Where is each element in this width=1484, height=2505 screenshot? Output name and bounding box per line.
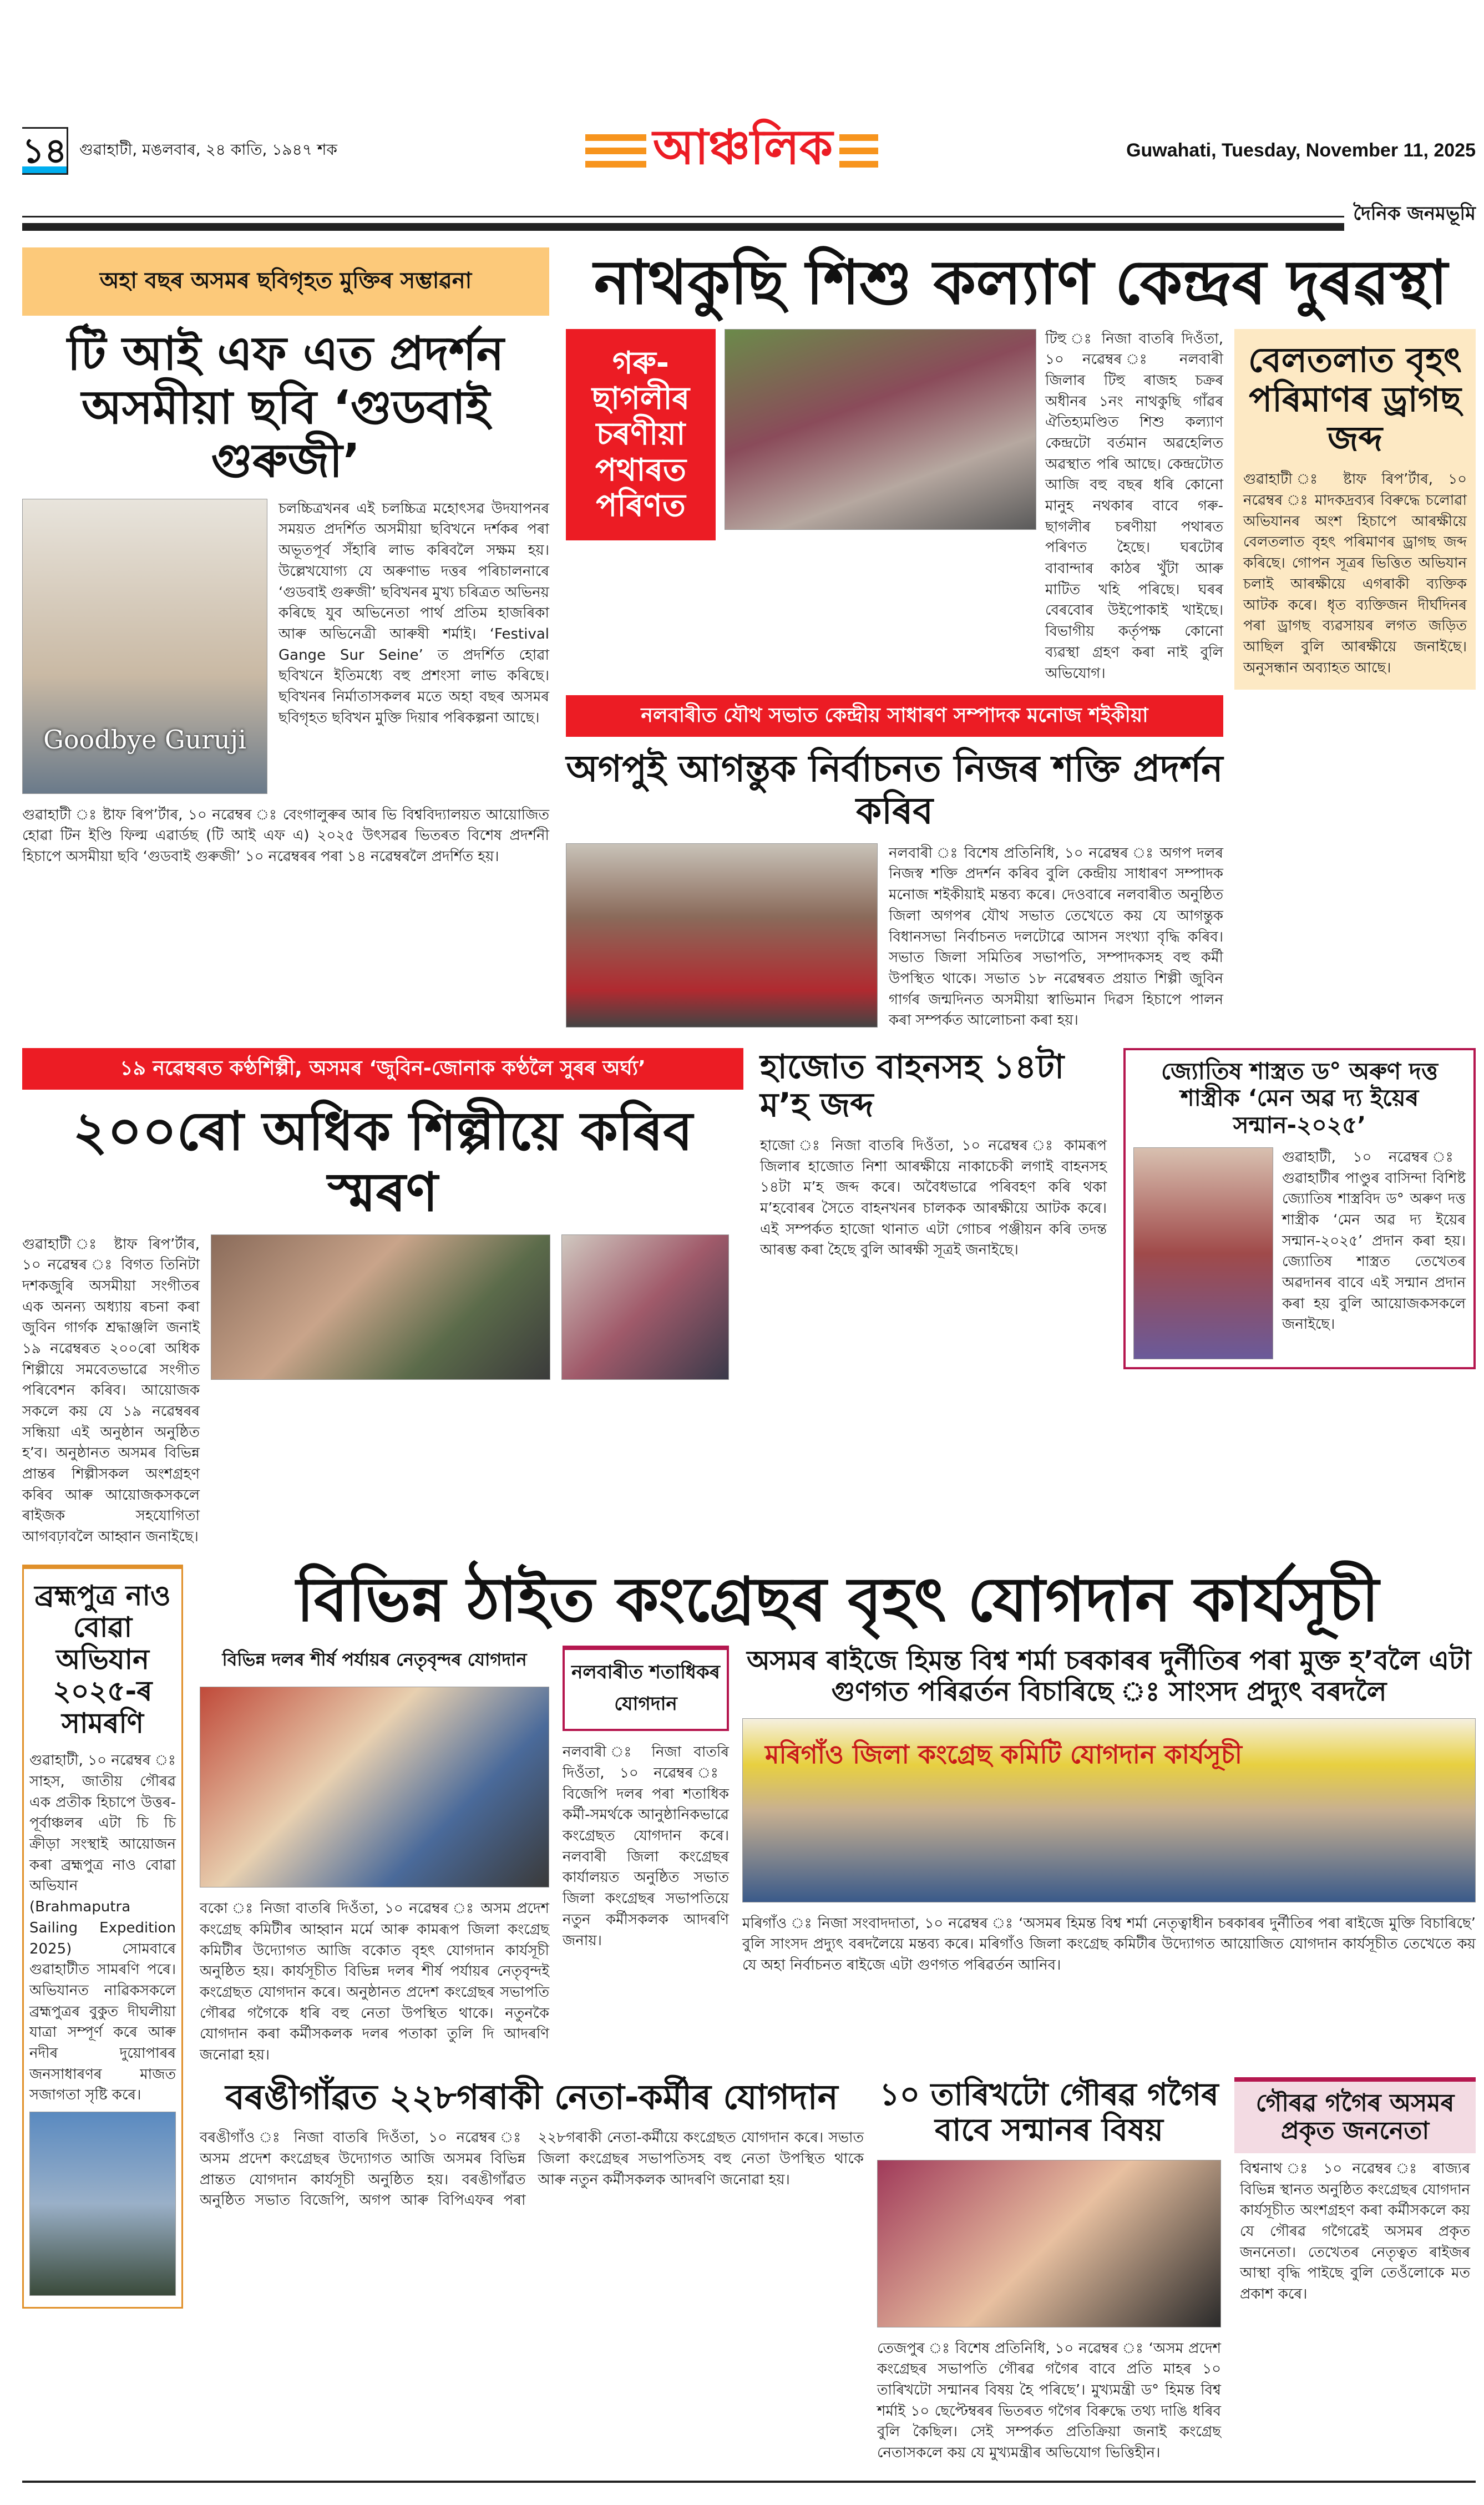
pradyut-headline: অসমৰ ৰাইজে হিমন্ত বিশ্ব শৰ্মা চৰকাৰৰ দুৰ্নীতিৰ পৰা মুক্ত হ’বলৈ এটা গুণগত পৰিৱৰ্তন বিচাৰিছে ঃ সাংসদ প্ৰদ্যুৎ বৰদলৈ — [746, 1645, 1472, 1707]
logo-text: আঞ্চলিক — [652, 120, 833, 175]
gogoi-box-headline: গৌৰৱ গগৈৰ অসমৰ প্ৰকৃত জননেতা — [1234, 2082, 1476, 2153]
nalbari-body: নলবাৰী ঃ নিজা বাতৰি দিওঁতা, ১০ নৱেম্বৰ ঃ বিজেপি দলৰ পৰা শতাধিক কৰ্মী-সমৰ্থকে আনুষ্ঠানিকভাৱে কংগ্ৰেছত যোগদান কৰে। নলবাৰী জিলা কংগ্ৰেছৰ কাৰ্যালয়ত অনুষ্ঠিত সভাত জিলা কংগ্ৰেছৰ সভাপতিয়ে নতুন কৰ্মীসকলক আদৰণি জনায়। — [563, 1744, 729, 1949]
gogoi-honour-body: তেজপুৰ ঃ বিশেষ প্ৰতিনিধি, ১০ নৱেম্বৰ ঃ ‘অসম প্ৰদেশ কংগ্ৰেছৰ সভাপতি গৌৰৱ গগৈৰ বাবে প্ৰতি মাহৰ ১০ তাৰিখটো সন্মানৰ বিষয় হৈ পৰিছে’। মুখ্যমন্ত্ৰী ড° হিমন্ত বিশ্ব শৰ্মাই ১০ ছেপ্টেম্বৰৰ ভিতৰত গগৈৰ বিৰুদ্ধে তথ্য দাঙি ধৰিব বুলি কৈছিল। সেই সম্পৰ্কত প্ৰতিক্ৰিয়া জনাই কংগ্ৰেছ নেতাসকলে কয় যে মুখ্যমন্ত্ৰীৰ অভিযোগ ভিত্তিহীন। — [877, 2340, 1221, 2462]
gogoi-honour-photo — [877, 2160, 1221, 2327]
tif-content — [22, 499, 549, 794]
tif-headline: টি আই এফ এত প্ৰদৰ্শন অসমীয়া ছবি ‘গুডবাই গুৰুজী’ — [67, 326, 504, 488]
beltola-headline: বেলতলাত বৃহৎ পৰিমাণৰ ড্ৰাগছ জব্দ — [1248, 339, 1462, 459]
agp-content — [566, 843, 1223, 1031]
beltola-box — [1234, 329, 1476, 690]
logo-stripes-left — [585, 148, 646, 154]
astrology-body: গুৱাহাটী, ১০ নৱেম্বৰ ঃ গুৱাহাটীৰ পাণ্ডুৰ বাসিন্দা বিশিষ্ট জ্যোতিষ শাস্ত্ৰবিদ ড° অৰুণ দত্ত শাস্ত্ৰীক ‘মেন অৱ দ্য ইয়েৰ সন্মান-২০২৫’ প্ৰদান কৰা হয়। জ্যোতিষ শাস্ত্ৰত তেখেতৰ অৱদানৰ বাবে এই সন্মান প্ৰদান কৰা হয় বুলি আয়োজকসকলে জনাইছে। — [1282, 1148, 1466, 1333]
agp-banner: নলবাৰীত যৌথ সভাত কেন্দ্ৰীয় সাধাৰণ সম্পাদক মনোজ শইকীয়া — [566, 695, 1223, 737]
agp-meeting-photo — [566, 843, 878, 1028]
bako-article — [200, 1646, 549, 2066]
date-assamese: গুৱাহাটী, মঙলবাৰ, ২৪ কাতি, ১৯৪৭ শক — [79, 140, 338, 159]
congress-headline: বিভিন্ন ঠাইত কংগ্ৰেছৰ বৃহৎ যোগদান কাৰ্যসূচী — [296, 1563, 1379, 1635]
pradyut-body: মৰিগাঁও ঃ নিজা সংবাদদাতা, ১০ নৱেম্বৰ ঃ ‘অসমৰ হিমন্ত বিশ্ব শৰ্মা নেতৃত্বাধীন চৰকাৰৰ দুৰ্নীতিৰ পৰা ৰাইজে মুক্তি বিচাৰিছে’ বুলি সাংসদ প্ৰদ্যুৎ বৰদলৈয়ে মন্তব্য কৰে। মৰিগাঁও জিলা কংগ্ৰেছ কমিটীৰ উদ্যোগত আয়োজিত যোগদান কাৰ্যসূচীত তেখেতে কয় যে অহা নিৰ্বাচনত ৰাইজে এটা গুণগত পৰিৱৰ্তন আনিব। — [742, 1915, 1476, 1974]
zubeen-banner: ১৯ নৱেম্বৰত কণ্ঠশিল্পী, অসমৰ ‘জুবিন-জোনাক কণ্ঠলৈ সুৰৰ অৰ্ঘ্য’ — [22, 1048, 743, 1090]
zubeen-headline: ২০০ৰো অধিক শিল্পীয়ে কৰিব স্মৰণ — [73, 1100, 693, 1224]
gogoi-honour-headline: ১০ তাৰিখটো গৌৰৱ গগৈৰ বাবে সন্মানৰ বিষয় — [879, 2076, 1219, 2149]
astrology-box — [1123, 1048, 1476, 1369]
astrology-headline: জ্যোতিষ শাস্ত্ৰত ড° অৰুণ দত্ত শাস্ত্ৰীক ‘মেন অৱ দ্য ইয়েৰ সন্মান-২০২৫’ — [1161, 1057, 1438, 1138]
gogoi-honour-article — [877, 2077, 1221, 2464]
hajo-headline: হাজোত বাহনসহ ১৪টা ম’হ জব্দ — [760, 1047, 1065, 1125]
barangigaon-headline: বৰঙীগাঁৱত ২২৮গৰাকী নেতা-কৰ্মীৰ যোগদান — [225, 2076, 838, 2117]
pradyut-article — [742, 1646, 1476, 1976]
nathkuchi-agp-column — [566, 329, 1223, 1031]
footer-rule — [22, 2481, 1476, 2483]
tif-dateline-body: গুৱাহাটী ঃ ষ্টাফ ৰিপ’ৰ্টাৰ, ১০ নৱেম্বৰ ঃ বেংগালুৰুৰ আৰ ভি বিশ্ববিদ্যালয়ত আয়োজিত হোৱা টিন ইণ্ডি ফিল্ম এৱাৰ্ডছ (টি আই এফ এ) ২০২৫ উৎসৱৰ ভিতৰত বিশেষ প্ৰদৰ্শনী হিচাপে অসমীয়া ছবি ‘গুডবাই গুৰুজী’ ১০ নৱেম্বৰৰ পৰা ১৪ নৱেম্বৰলৈ প্ৰদৰ্শিত হয়। — [22, 806, 549, 866]
nalbari-article — [563, 1646, 729, 1951]
astrology-content — [1133, 1147, 1466, 1359]
header-left — [22, 127, 337, 175]
nathkuchi-column — [566, 247, 1476, 1031]
date-english: Guwahati, Tuesday, November 11, 2025 — [1126, 140, 1476, 161]
nathkuchi-body: টিহু ঃ নিজা বাতৰি দিওঁতা, ১০ নৱেম্বৰ ঃ নলবাৰী জিলাৰ টিহু ৰাজহ চক্ৰৰ অধীনৰ ১নং নাথকুছি গাঁৱৰ ঐতিহ্যমণ্ডিত শিশু কল্যাণ কেন্দ্ৰটো বৰ্তমান অৱহেলিত অৱস্থাত পৰি আছে। কেন্দ্ৰটোত আজি বহু বছৰ ধৰি কোনো মানুহ নথকাৰ বাবে গৰু-ছাগলীৰ চৰণীয়া পথাৰত পৰিণত হৈছে। ঘৰটোৰ বাবান্দাৰ কাঠৰ খুঁটা আৰু মাটিত খহি পৰিছে। ঘৰৰ বেৰবোৰ উইপোকাই খাইছে। বিভাগীয় কৰ্তৃপক্ষ কোনো ব্যৱস্থা গ্ৰহণ কৰা নাই বুলি অভিযোগ। — [1045, 330, 1223, 682]
header-rule-thin — [22, 216, 1344, 217]
nalbari-box: নলবাৰীত শতাধিকৰ যোগদান — [563, 1646, 729, 1731]
zubeen-event-photo-2 — [561, 1234, 729, 1380]
nathkuchi-sidebar: গৰু-ছাগলীৰ চৰণীয়া পথাৰত পৰিণত — [566, 329, 716, 541]
congress-body: বকো ঃ নিজা বাতৰি দিওঁতা, ১০ নৱেম্বৰ ঃ অসম প্ৰদেশ কংগ্ৰেছ কমিটীৰ আহ্বান মৰ্মে আৰু কামৰূপ জিলা কংগ্ৰেছ কমিটীৰ উদ্যোগত আজি বকোত বৃহৎ যোগদান কাৰ্যসূচী অনুষ্ঠিত হয়। কাৰ্যসূচীত বিভিন্ন দলৰ শীৰ্ষ পৰ্যায়ৰ নেতৃবৃন্দই কংগ্ৰেছত যোগদান কৰে। অনুষ্ঠানত প্ৰদেশ কংগ্ৰেছৰ সভাপতি গৌৰৱ গগৈকে ধৰি বহু নেতা উপস্থিত থাকে। নতুনকৈ যোগদান কৰা কৰ্মীসকলক দলৰ পতাকা তুলি দি আদৰণি জনোৱা হয়। — [200, 1900, 549, 2064]
gogoi-box-body: বিশ্বনাথ ঃ ১০ নৱেম্বৰ ঃ ৰাজ্যৰ বিভিন্ন স্থানত অনুষ্ঠিত কংগ্ৰেছৰ যোগদান কাৰ্যসূচীত অংশগ্ৰহণ কৰা কৰ্মীসকলে কয় যে গৌৰৱ গগৈৱেই অসমৰ প্ৰকৃত জননেতা। তেখেতৰ নেতৃত্বত ৰাইজৰ আস্থা বৃদ্ধি পাইছে বুলি তেওঁলোকে মত প্ৰকাশ কৰে। — [1240, 2160, 1470, 2303]
gogoi-box — [1234, 2077, 1476, 2311]
row-top — [22, 247, 1476, 1031]
beltola-body: গুৱাহাটী ঃ ষ্টাফ ৰিপ’ৰ্টাৰ, ১০ নৱেম্বৰ ঃ মাদকদ্ৰব্যৰ বিৰুদ্ধে চলোৱা অভিযানৰ অংশ হিচাপে আৰক্ষীয়ে বেলতলাত বৃহৎ পৰিমাণৰ ড্ৰাগছ জব্দ কৰিছে। গোপন সূত্ৰৰ ভিত্তিত অভিযান চলাই আৰক্ষীয়ে এগৰাকী ব্যক্তিক আটক কৰে। ধৃত ব্যক্তিজন দীৰ্ঘদিনৰ পৰা ড্ৰাগছ ব্যৱসায়ৰ লগত জড়িত আছিল বুলি আৰক্ষীয়ে জনাইছে। অনুসন্ধান অব্যাহত আছে। — [1243, 471, 1467, 676]
section-logo — [585, 111, 878, 190]
logo-stripes-right — [839, 148, 878, 154]
header-rule-thick — [22, 223, 1344, 231]
masthead: দৈনিক জনমভূমি — [1353, 203, 1476, 225]
agp-body: নলবাৰী ঃ বিশেষ প্ৰতিনিধি, ১০ নৱেম্বৰ ঃ অগপ দলৰ নিজস্ব শক্তি প্ৰদৰ্শন কৰিব বুলি কেন্দ্ৰীয় সাধাৰণ সম্পাদক মনোজ শইকীয়াই মন্তব্য কৰে। দেওবাৰে নলবাৰীত অনুষ্ঠিত জিলা অগপৰ যৌথ সভাত তেখেতে কয় যে আগন্তুক বিধানসভা নিৰ্বাচনত দলটোৱে আসন সংখ্যা বৃদ্ধি কৰিব। সভাত জিলা সমিতিৰ সভাপতি, সম্পাদকসহ বহু কৰ্মী উপস্থিত থাকে। সভাত ১৮ নৱেম্বৰত প্ৰয়াত শিল্পী জুবিন গাৰ্গৰ জন্মদিনত অসমীয়া স্বাভিমান দিৱস হিচাপে পালন কৰা সম্পৰ্কত আলোচনা কৰা হয়। — [889, 844, 1223, 1029]
poster-title: Goodbye Guruji — [43, 724, 246, 755]
nathkuchi-headline: নাথকুছি শিশু কল্যাণ কেন্দ্ৰৰ দুৰৱস্থা — [594, 247, 1448, 318]
nathkuchi-article — [566, 329, 1223, 685]
header-rules — [22, 199, 1476, 231]
tif-body: চলচ্চিত্ৰখনৰ এই চলচ্চিত্ৰ মহোৎসৱ উদযাপনৰ সময়ত প্ৰদৰ্শিত অসমীয়া ছবিখনে দৰ্শকৰ পৰা অভূতপূৰ্ব সঁহাৰি লাভ কৰিবলৈ সক্ষম হয়। উল্লেখযোগ্য যে অৰুণাভ দত্তৰ পৰিচালনাৰে ‘গুডবাই গুৰুজী’ ছবিখনৰ মুখ্য চৰিত্ৰত অভিনয় কৰিছে যুব অভিনেতা পাৰ্থ প্ৰতিম হাজৰিকা আৰু অভিনেত্ৰী আৰুষী শৰ্মাই। ‘Festival Gange Sur Seine’ ত প্ৰদৰ্শিত হোৱা ছবিখনে ইতিমধ্যে বহু প্ৰশংসা লাভ কৰিছে। ছবিখনৰ নিৰ্মাতাসকলৰ মতে অহা বছৰ অসমৰ ছবিগৃহত ছবিখন মুক্তি দিয়াৰ পৰিকল্পনা আছে। — [278, 500, 549, 726]
event-banner-text: মৰিগাঁও জিলা কংগ্ৰেছ কমিটি যোগদান কাৰ্যসূচী — [765, 1739, 1242, 1769]
zubeen-event-photo-1 — [211, 1234, 550, 1380]
goodbye-guruji-poster — [22, 499, 267, 794]
row-middle — [22, 1048, 1476, 1548]
brahmaputra-body: গুৱাহাটী, ১০ নৱেম্বৰ ঃ সাহস, জাতীয় গৌৰৱ এক প্ৰতীক হিচাপে উত্তৰ-পূৰ্বাঞ্চলৰ এটা চি চি ক্ৰীড়া সংস্থাই আয়োজন কৰা ব্ৰহ্মপুত্ৰ নাও বোৱা অভিযান (Brahmaputra Sailing Expedition 2025) সোমবাৰে গুৱাহাটীত সামৰণি পৰে। অভিযানত নাৱিকসকলে ব্ৰহ্মপুত্ৰৰ বুকুত দীঘলীয়া যাত্ৰা সম্পূৰ্ণ কৰে আৰু নদীৰ দুয়োপাৰৰ জনসাধাৰণৰ মাজত সজাগতা সৃষ্টি কৰে। — [29, 1752, 176, 2104]
barangigaon-body: বৰঙীগাঁও ঃ নিজা বাতৰি দিওঁতা, ১০ নৱেম্বৰ ঃ অসম প্ৰদেশ কংগ্ৰেছৰ উদ্যোগত আজি অসমৰ বিভিন্ন প্ৰান্তত যোগদান কাৰ্যসূচী অনুষ্ঠিত হয়। বৰঙীগাঁৱত অনুষ্ঠিত সভাত বিজেপি, অগপ আৰু বিপিএফৰ পৰা ২২৮গৰাকী নেতা-কৰ্মীয়ে কংগ্ৰেছত যোগদান কৰে। সভাত জিলা কংগ্ৰেছৰ সভাপতিসহ বহু নেতা উপস্থিত থাকে আৰু নতুন কৰ্মীসকলক আদৰণি জনোৱা হয়। — [200, 2129, 864, 2209]
sailing-expedition-photo — [29, 2112, 176, 2296]
astrology-award-photo — [1133, 1147, 1273, 1359]
tif-article — [22, 247, 549, 868]
morigaon-event-photo — [742, 1718, 1476, 1902]
page-number: ১৪ — [22, 127, 68, 175]
tif-kicker: অহা বছৰ অসমৰ ছবিগৃহত মুক্তিৰ সম্ভাৱনা — [22, 247, 549, 316]
brahmaputra-headline: ব্ৰহ্মপুত্ৰ নাও বোৱা অভিযান ২০২৫-ৰ সামৰণি — [34, 1579, 171, 1739]
agp-headline: অগপুই আগন্তুক নিৰ্বাচনত নিজৰ শক্তি প্ৰদৰ্শন কৰিব — [566, 747, 1223, 832]
nathkuchi-lower — [566, 329, 1476, 1031]
zubeen-article — [22, 1048, 743, 1548]
page-header — [22, 111, 1476, 190]
zubeen-content — [22, 1234, 743, 1548]
congress-lower — [200, 2077, 1476, 2464]
congress-photo-1 — [200, 1687, 549, 1887]
nathkuchi-photo — [725, 329, 1036, 530]
hajo-body: হাজো ঃ নিজা বাতৰি দিওঁতা, ১০ নৱেম্বৰ ঃ কামৰূপ জিলাৰ হাজোত নিশা আৰক্ষীয়ে নাকাচেকী লগাই বাহনসহ ১৪টা ম’হ জব্দ কৰে। অবৈধভাৱে পৰিবহণ কৰি থকা ম’হবোৰৰ সৈতে বাহনখনৰ চালকক আৰক্ষীয়ে আটক কৰে। এই সম্পৰ্কত হাজো থানাত এটা গোচৰ পঞ্জীয়ন কৰি তদন্ত আৰম্ভ কৰা হৈছে বুলি আৰক্ষী সূত্ৰই জনাইছে। — [760, 1137, 1107, 1259]
row-bottom — [22, 1565, 1476, 2464]
congress-columns — [200, 1646, 1476, 2066]
congress-subhead: বিভিন্ন দলৰ শীৰ্ষ পৰ্যায়ৰ নেতৃবৃন্দৰ যোগদান — [222, 1649, 527, 1671]
hajo-article — [760, 1048, 1107, 1261]
barangigaon-article — [200, 2077, 864, 2212]
zubeen-body: গুৱাহাটী ঃ ষ্টাফ ৰিপ’ৰ্টাৰ, ১০ নৱেম্বৰ ঃ বিগত তিনিটা দশকজুৰি অসমীয়া সংগীতৰ এক অনন্য অধ্যায় ৰচনা কৰা জুবিন গাৰ্গক শ্ৰদ্ধাঞ্জলি জনাই ১৯ নৱেম্বৰত ২০০ৰো অধিক শিল্পীয়ে সমবেতভাৱে সংগীত পৰিবেশন কৰিব। আয়োজক সকলে কয় যে ১৯ নৱেম্বৰৰ সন্ধিয়া এই অনুষ্ঠান অনুষ্ঠিত হ’ব। অনুষ্ঠানত অসমৰ বিভিন্ন প্ৰান্তৰ শিল্পীসকল অংশগ্ৰহণ কৰিব আৰু আয়োজকসকলে ৰাইজক সহযোগিতা আগবঢ়াবলৈ আহ্বান জনাইছে। — [22, 1236, 200, 1546]
brahmaputra-box — [22, 1565, 183, 2309]
congress-section — [200, 1565, 1476, 2464]
